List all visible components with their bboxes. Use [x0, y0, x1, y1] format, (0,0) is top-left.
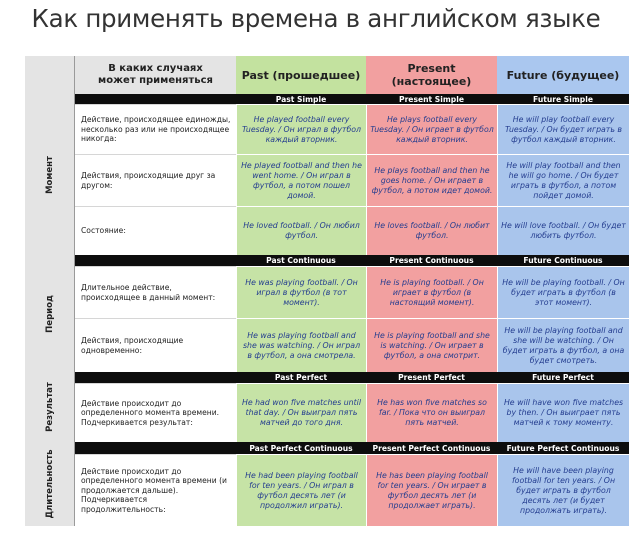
example-future: He will play football and then he will go home. / Он будет играть в футбол, а потом пойдет домой.: [497, 154, 629, 206]
tense-future-perfect: Future Perfect: [497, 372, 629, 383]
example-future: He will be playing football and she will be watching. / Он будет играть в футбол, а она будет смотреть.: [497, 318, 629, 372]
example-past: He had won five matches until that day. / Он выиграл пять матчей до того дня.: [236, 383, 366, 442]
category-duration: [25, 442, 75, 526]
row-description: Действие происходит до определенного момента времени. Подчеркивается результат:: [75, 383, 236, 442]
example-past: He loved football. / Он любил футбол.: [236, 206, 366, 255]
example-future: He will have won five matches by then. / Он выиграет пять матчей к тому моменту.: [497, 383, 629, 442]
example-present: He loves football. / Он любит футбол.: [366, 206, 497, 255]
tense-future-continuous: Future Continuous: [497, 255, 629, 266]
category-duration-label: Длительность: [44, 449, 55, 519]
row-description: Действия, происходящие друг за другом:: [75, 154, 236, 206]
header-cases: В каких случаях может применяться: [75, 56, 236, 94]
tense-bar-blank: [75, 255, 236, 266]
example-future: He will be playing football. / Он будет играть в футбол (в этот момент).: [497, 266, 629, 318]
tense-present-perfect: Present Perfect: [366, 372, 497, 383]
category-moment-label: Момент: [44, 155, 55, 194]
tense-past-perfect: Past Perfect: [236, 372, 366, 383]
header-past: Past (прошедшее): [236, 56, 366, 94]
example-present: He plays football and then he goes home. / Он играет в футбол, а потом идет домой.: [366, 154, 497, 206]
category-result-label: Результат: [44, 382, 55, 432]
example-future: He will have been playing football for ten years. / Он будет играть в футбол десять лет (и будет продолжать играть).: [497, 454, 629, 526]
example-future: He will play football every Tuesday. / Он будет играть в футбол каждый вторник.: [497, 104, 629, 154]
example-past: He had been playing football for ten years. / Он играл в футбол десять лет (и продолжил играть).: [236, 454, 366, 526]
header-future: Future (будущее): [497, 56, 629, 94]
category-moment: [25, 94, 75, 255]
tense-past-continuous: Past Continuous: [236, 255, 366, 266]
example-past: He played football and then he went home. / Он играл в футбол, а потом пошел домой.: [236, 154, 366, 206]
tense-bar-blank: [75, 442, 236, 454]
page-title: Как применять времена в английском языке: [31, 4, 601, 33]
category-period: [25, 255, 75, 372]
example-past: He was playing football and she was watching. / Он играл в футбол, а она смотрела.: [236, 318, 366, 372]
example-present: He is playing football and she is watching. / Он играет в футбол, а она смотрит.: [366, 318, 497, 372]
category-result: [25, 372, 75, 442]
example-past: He played football every Tuesday. / Он играл в футбол каждый вторник.: [236, 104, 366, 154]
category-period-label: Период: [44, 294, 55, 333]
example-present: He is playing football. / Он играет в футбол (в настоящий момент).: [366, 266, 497, 318]
tense-past-perfect-continuous: Past Perfect Continuous: [236, 442, 366, 454]
example-future: He will love football. / Он будет любить футбол.: [497, 206, 629, 255]
tense-future-perfect-continuous: Future Perfect Continuous: [497, 442, 629, 454]
tense-present-simple: Present Simple: [366, 94, 497, 104]
tense-bar-blank: [75, 372, 236, 383]
row-description: Длительное действие, происходящее в данный момент:: [75, 266, 236, 318]
row-description: Действие происходит до определенного момента времени (и продолжается дальше). Подчеркивается продолжительность:: [75, 454, 236, 526]
row-description: Действия, происходящие одновременно:: [75, 318, 236, 372]
tense-past-simple: Past Simple: [236, 94, 366, 104]
example-present: He plays football every Tuesday. / Он играет в футбол каждый вторник.: [366, 104, 497, 154]
example-past: He was playing football. / Он играл в футбол (в тот момент).: [236, 266, 366, 318]
header-present: Present (настоящее): [366, 56, 497, 94]
tense-future-simple: Future Simple: [497, 94, 629, 104]
example-present: He has won five matches so far. / Пока что он выиграл пять матчей.: [366, 383, 497, 442]
row-description: Действие, происходящее единожды, несколько раз или не происходящее никогда:: [75, 104, 236, 154]
tense-present-perfect-continuous: Present Perfect Continuous: [366, 442, 497, 454]
tense-bar-blank: [75, 94, 236, 104]
corner-cell: [25, 56, 75, 94]
tense-present-continuous: Present Continuous: [366, 255, 497, 266]
example-present: He has been playing football for ten years. / Он играет в футбол десять лет (и продолжает играть).: [366, 454, 497, 526]
row-description: Состояние:: [75, 206, 236, 255]
